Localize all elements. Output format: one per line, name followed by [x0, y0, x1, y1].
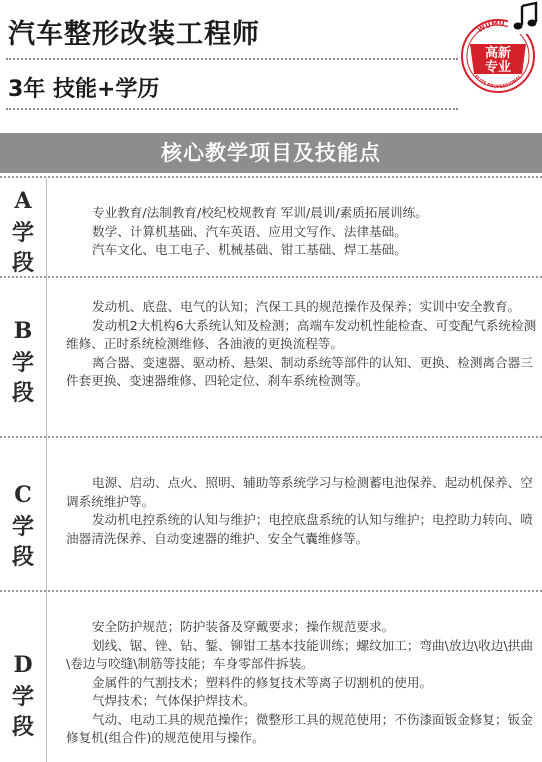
section-paragraph: 划线、锯、锉、钻、錾、铆钳工基本技能训练；螺纹加工；弯曲\放边\收边\拱曲\卷边与咬缝\制筋等技能；车身零部件拆装。 [66, 637, 533, 671]
section-paragraph: 气焊技术；气体保护焊技术。 [92, 693, 256, 708]
section-c [0, 436, 542, 592]
section-paragraph: 发动机2大机构6大系统认知及检测；高端车发动机性能检查、可变配气系统检测维修、正时系统检测维修、各油液的更换流程等。 [66, 317, 537, 351]
section-paragraph: 金属件的气割技术；塑料件的修复技术等离子切割机的使用。 [92, 674, 433, 690]
seal-line-2: 专业 [484, 60, 512, 75]
section-content [66, 298, 540, 391]
section-letter: C [14, 482, 32, 508]
section-char: 学 [11, 221, 34, 246]
section-paragraph: 安全防护规范；防护装备及穿戴要求；操作规范要求。 [92, 619, 395, 634]
title-divider [6, 58, 458, 60]
section-char: 学 [11, 515, 34, 540]
section-paragraph: 电源、启动、点火、照明、辅助等系统学习与检测蓄电池保养、起动机保养、空调系统维护等。 [66, 475, 533, 509]
section-paragraph: 数学、计算机基础、汽车英语、应用文写作、法律基础。 [92, 223, 407, 239]
section-paragraph: 发动机电控系统的认知与维护；电控底盘系统的认知与维护；电控助力转向、喷油器清洗保养、自动变速器的维护、安全气囊维修等。 [66, 512, 533, 546]
section-label [0, 592, 47, 762]
section-paragraph: 专业教育/法制教育/校纪校规教育 军训/晨训/素质拓展训练。 [92, 205, 428, 220]
seal-bottom-text: ELITE PROFESSIONAL [472, 74, 524, 91]
section-paragraph: 气动、电动工具的规范操作；微整形工具的规范使用；不伤漆面钣金修复；钣金修复机(组合件)的规范使用与操作。 [66, 711, 533, 745]
section-d [0, 590, 542, 762]
section-paragraph: 离合器、变速器、驱动桥、悬架、制动系统等部件的认知、更换、检测离合器三件套更换、变速器维修、四轮定位、刹车系统检测等。 [66, 354, 533, 388]
page-subtitle: 3年 技能+学历 [8, 77, 160, 102]
subtitle-divider [6, 108, 458, 110]
section-char: 段 [11, 715, 34, 740]
section-char: 段 [11, 381, 34, 406]
section-label [0, 178, 47, 278]
section-label [0, 278, 47, 438]
section-letter: B [13, 318, 33, 344]
section-letter: A [14, 188, 32, 214]
section-char: 学 [11, 685, 34, 710]
section-content [66, 204, 540, 260]
section-label [0, 438, 47, 592]
seal-arc-text: WUMU. [476, 19, 509, 35]
section-content [66, 618, 540, 748]
section-content [66, 474, 540, 548]
section-char: 段 [11, 545, 34, 570]
section-banner: 核心教学项目及技能点 [0, 133, 542, 173]
seal-line-1: 高新 [484, 46, 512, 61]
header [0, 0, 542, 130]
section-letter: D [13, 652, 33, 678]
section-b [0, 276, 542, 438]
section-paragraph: 汽车文化、电工电子、机械基础、钳工基础、焊工基础。 [92, 242, 407, 257]
section-paragraph: 发动机、底盘、电气的认知；汽保工具的规范操作及保养；实训中安全教育。 [92, 299, 521, 314]
music-note-icon[interactable] [508, 0, 542, 34]
page-title: 汽车整形改装工程师 [8, 19, 260, 50]
section-char: 学 [11, 351, 34, 376]
section-char: 段 [11, 251, 34, 276]
section-a [0, 176, 542, 278]
